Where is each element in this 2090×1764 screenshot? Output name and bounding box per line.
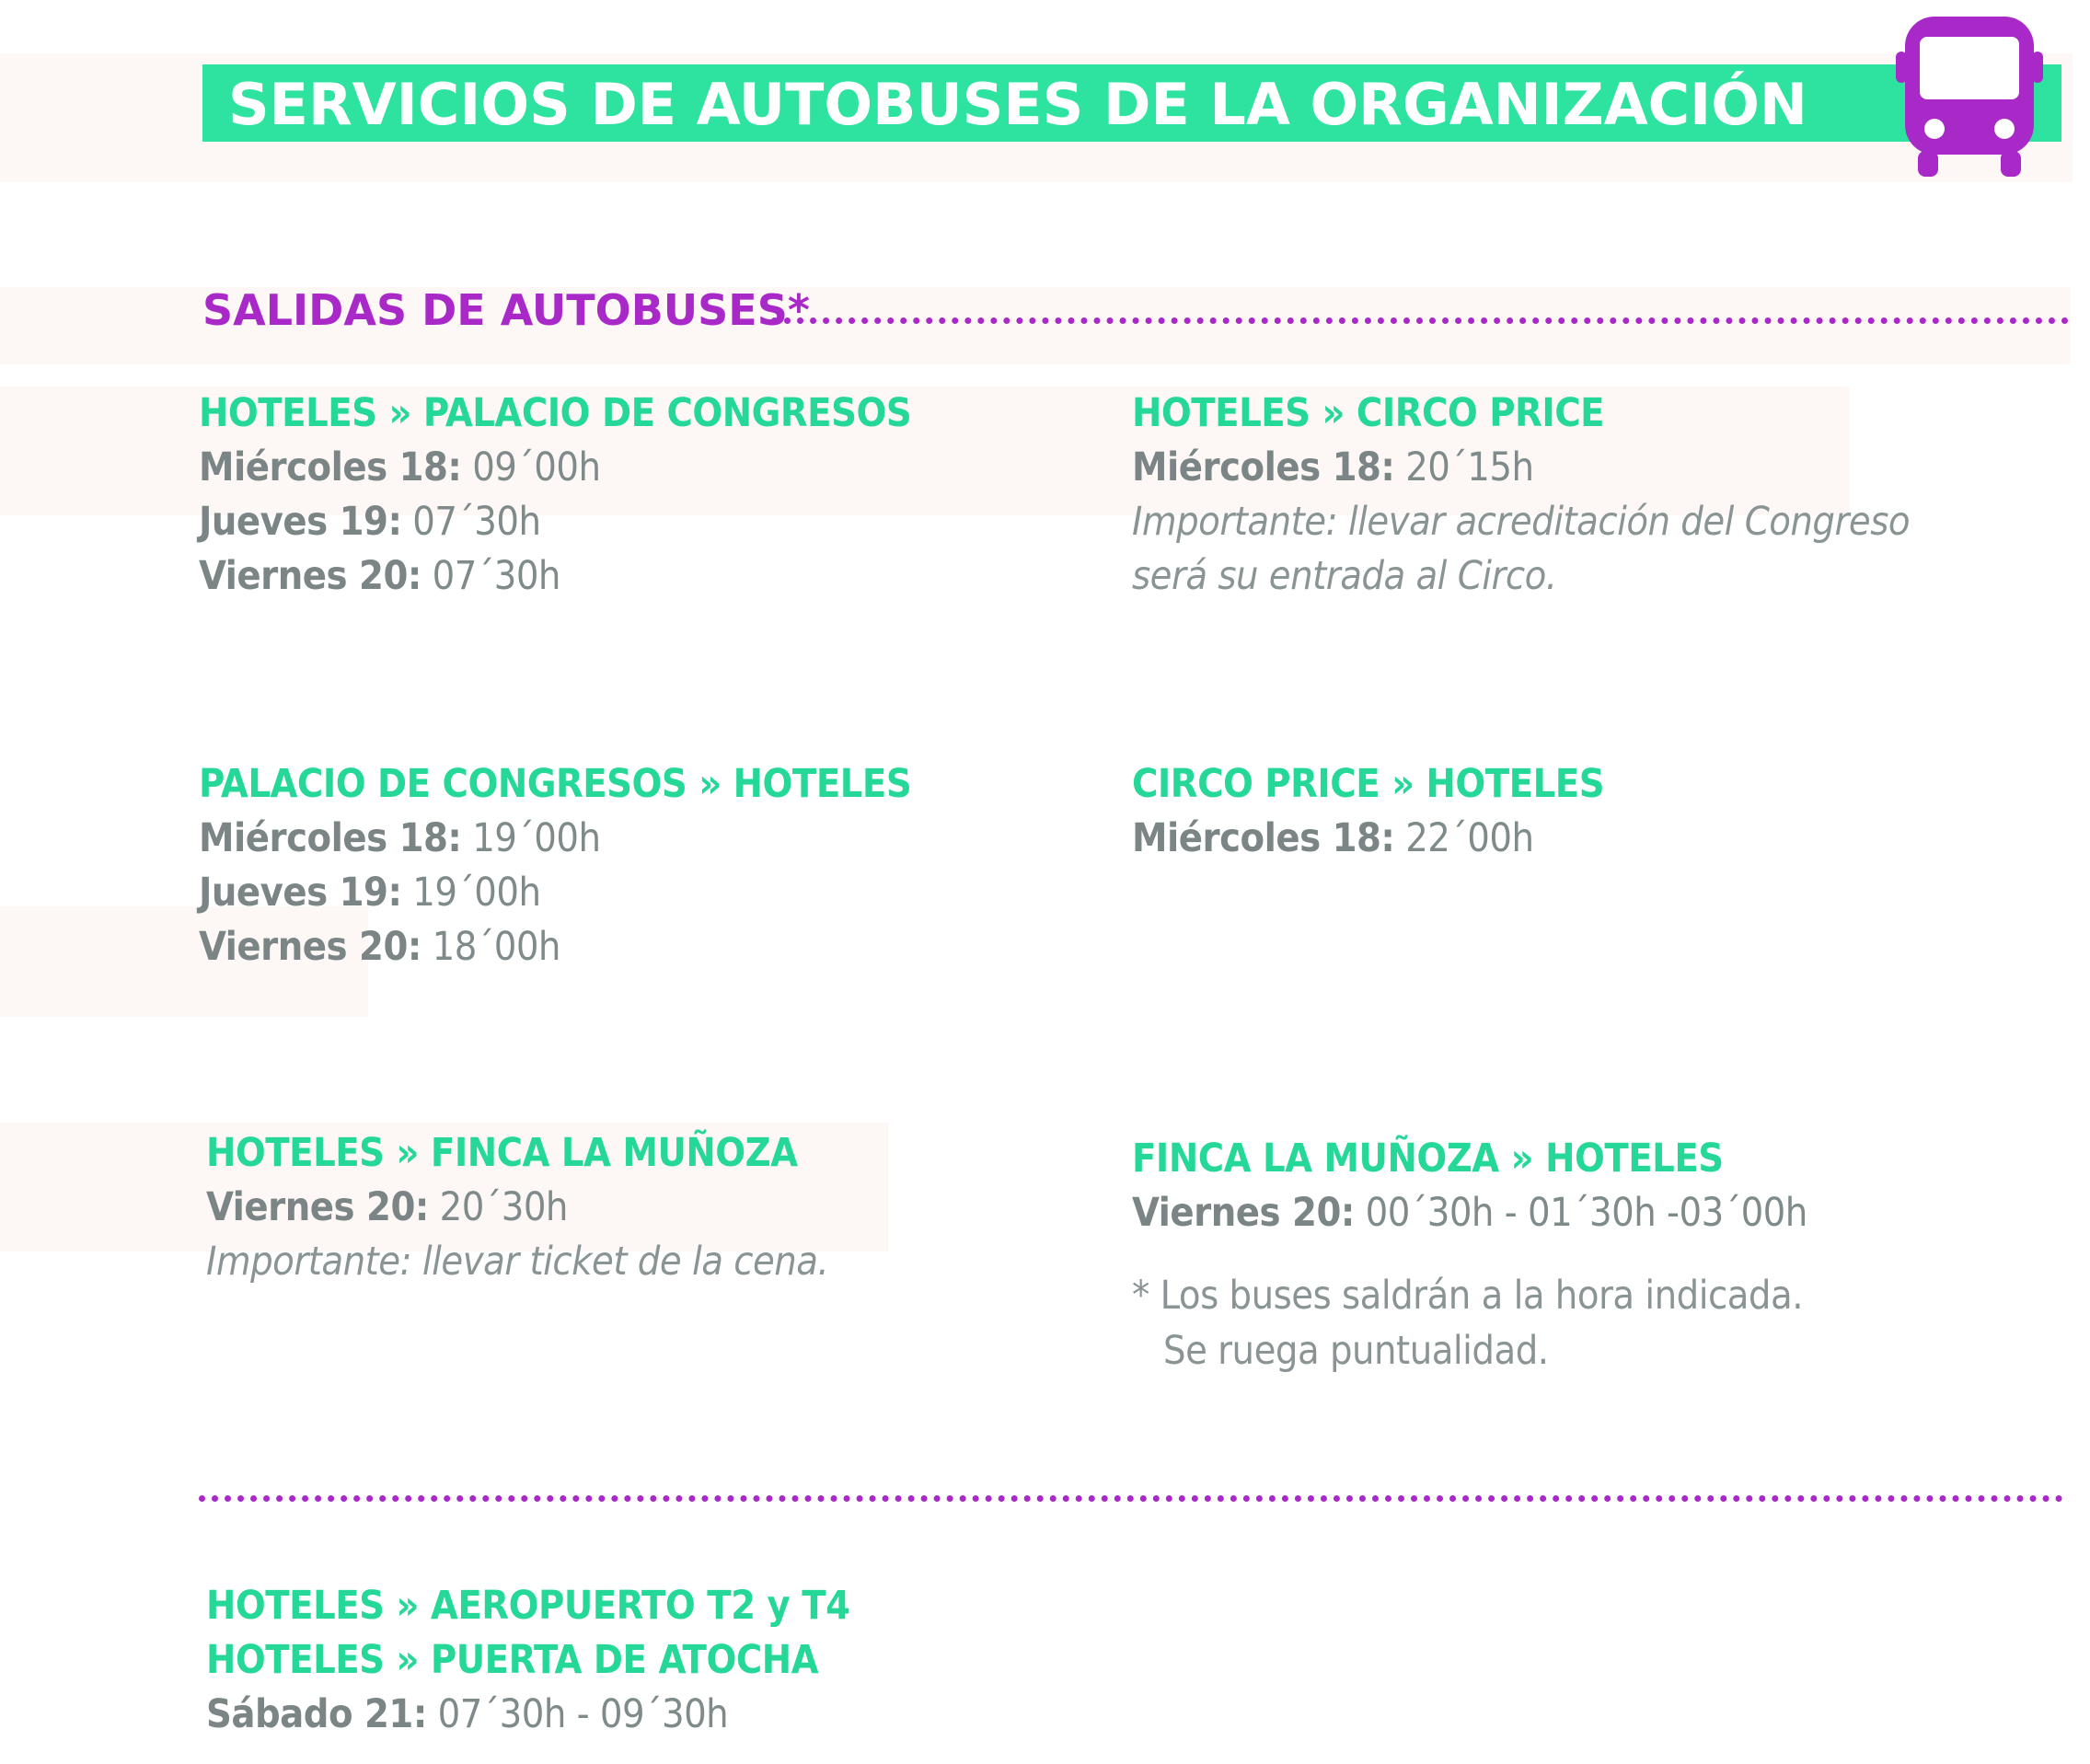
- route-title: HOTELES » AEROPUERTO T2 y T4: [206, 1583, 850, 1629]
- route-block-finca-hoteles: [1132, 1132, 1807, 1378]
- schedule-day: Miércoles 18:: [1132, 444, 1395, 490]
- schedule-time: 19´00h: [412, 870, 541, 916]
- route-block-circo-hoteles: [1132, 757, 1604, 866]
- schedule-day: Sábado 21:: [206, 1691, 427, 1737]
- important-note: será su entrada al Circo.: [1132, 553, 1557, 599]
- schedule-time: 22´00h: [1405, 815, 1534, 861]
- schedule-day: Miércoles 18:: [199, 815, 462, 861]
- schedule-day: Viernes 20:: [1132, 1190, 1355, 1236]
- schedule-row: [199, 866, 911, 920]
- schedule-time: 00´30h - 01´30h -03´00h: [1365, 1190, 1807, 1236]
- schedule-day: Viernes 20:: [199, 553, 421, 599]
- schedule-row: [1132, 1186, 1807, 1240]
- schedule-day: Miércoles 18:: [199, 444, 462, 490]
- schedule-row: [199, 812, 911, 866]
- route-block-hoteles-finca: [206, 1126, 828, 1289]
- schedule-time: 18´00h: [432, 924, 560, 970]
- route-title: CIRCO PRICE » HOTELES: [1132, 761, 1605, 807]
- route-block-hoteles-aeropuerto-atocha: [206, 1579, 850, 1742]
- route-block-palacio-hoteles: [199, 757, 911, 974]
- schedule-row: [206, 1181, 828, 1235]
- route-title: HOTELES » FINCA LA MUÑOZA: [206, 1130, 798, 1176]
- schedule-row: [1132, 812, 1604, 866]
- footnote-line: * Los buses saldrán a la hora indicada.: [1132, 1273, 1803, 1319]
- route-title: HOTELES » PALACIO DE CONGRESOS: [199, 390, 912, 436]
- schedule-row: [1132, 441, 1910, 495]
- schedule-row: [206, 1688, 850, 1742]
- schedule-day: Jueves 19:: [199, 499, 402, 545]
- schedule-day: Viernes 20:: [206, 1184, 429, 1230]
- route-title: HOTELES » CIRCO PRICE: [1132, 390, 1605, 436]
- schedule-row: [199, 495, 911, 549]
- schedule-time: 07´30h: [432, 553, 560, 599]
- page-title: SERVICIOS DE AUTOBUSES DE LA ORGANIZACIÓN: [228, 71, 1807, 138]
- route-title: HOTELES » PUERTA DE ATOCHA: [206, 1637, 819, 1683]
- schedule-row: [199, 549, 911, 604]
- section-title: SALIDAS DE AUTOBUSES*: [202, 285, 810, 335]
- dotted-divider: [199, 1495, 2063, 1502]
- important-note: Importante: llevar acreditación del Congreso: [1132, 499, 1911, 545]
- footnote-line: Se ruega puntualidad.: [1163, 1328, 1549, 1374]
- schedule-time: 20´30h: [439, 1184, 568, 1230]
- schedule-row: [199, 441, 911, 495]
- schedule-time: 20´15h: [1405, 444, 1534, 490]
- schedule-time: 19´00h: [472, 815, 601, 861]
- route-title: FINCA LA MUÑOZA » HOTELES: [1132, 1136, 1724, 1182]
- dotted-divider: [771, 317, 2069, 324]
- route-title: PALACIO DE CONGRESOS » HOTELES: [199, 761, 912, 807]
- schedule-time: 09´00h: [472, 444, 601, 490]
- schedule-day: Jueves 19:: [199, 870, 402, 916]
- schedule-day: Viernes 20:: [199, 924, 421, 970]
- route-block-hoteles-palacio: [199, 386, 911, 604]
- important-note: Importante: llevar ticket de la cena.: [206, 1239, 829, 1285]
- schedule-row: [199, 920, 911, 974]
- schedule-day: Miércoles 18:: [1132, 815, 1395, 861]
- route-block-hoteles-circo: [1132, 386, 1910, 604]
- bus-icon: [1892, 15, 2047, 179]
- schedule-time: 07´30h - 09´30h: [437, 1691, 729, 1737]
- footnote: [1132, 1268, 1807, 1378]
- schedule-time: 07´30h: [412, 499, 541, 545]
